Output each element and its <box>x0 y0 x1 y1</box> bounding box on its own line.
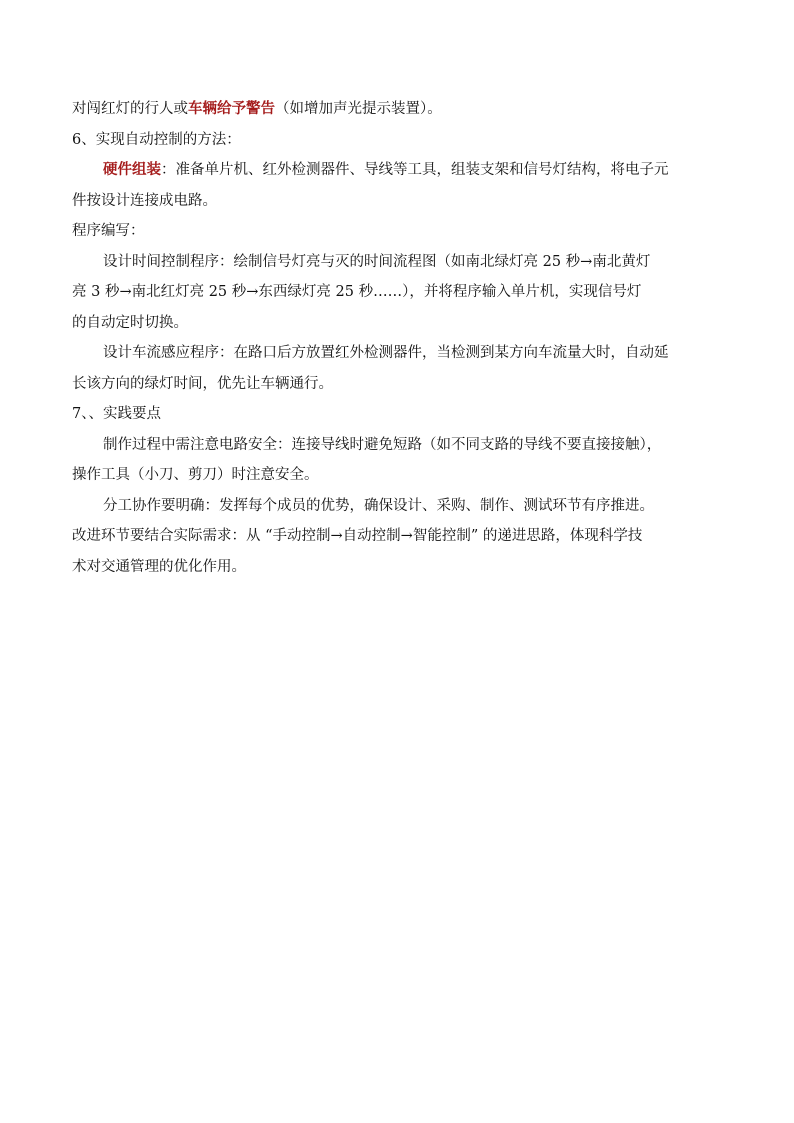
timing-line-1: 设计时间控制程序：绘制信号灯亮与灭的时间流程图（如南北绿灯亮 25 秒→南北黄灯 <box>103 253 651 270</box>
program-heading: 程序编写： <box>72 223 145 239</box>
safety-line-1: 制作过程中需注意电路安全：连接导线时避免短路（如不同支路的导线不要直接接触）， <box>103 436 662 453</box>
teamwork-line: 分工协作要明确：发挥每个成员的优势，确保设计、采购、制作、测试环节有序推进。 <box>103 497 654 514</box>
hardware-line-2: 件按设计连接成电路。 <box>72 192 217 209</box>
sensor-line-1: 设计车流感应程序：在路口后方放置红外检测器件，当检测到某方向车流量大时，自动延 <box>103 345 669 361</box>
sensor-line-2: 长该方向的绿灯时间，优先让车辆通行。 <box>72 375 333 392</box>
document-page <box>72 94 732 582</box>
safety-line-2: 操作工具（小刀、剪刀）时注意安全。 <box>72 467 319 483</box>
section-heading-6: 6、实现自动控制的方法： <box>72 131 241 148</box>
hardware-text-1: ：准备单片机、红外检测器件、导线等工具，组装支架和信号灯结构，将电子元 <box>161 162 669 178</box>
paragraph-warning <box>72 94 732 125</box>
improve-line-2: 术对交通管理的优化作用。 <box>72 558 246 575</box>
timing-line-2: 亮 3 秒→南北红灯亮 25 秒→东西绿灯亮 25 秒……），并将程序输入单片机，实现信号灯 <box>72 284 642 300</box>
improve-line-1: 改进环节要结合实际需求：从 “手动控制→自动控制→智能控制” 的递进思路，体现科学技 <box>72 528 643 544</box>
timing-line-3: 的自动定时切换。 <box>72 314 188 331</box>
hardware-line-1 <box>72 155 732 186</box>
warning-text-pre: 对闯红灯的行人或 <box>72 101 188 117</box>
section-heading-7: 7、、实践要点 <box>72 406 161 422</box>
hardware-label: 硬件组装 <box>103 161 161 178</box>
warning-highlight: 车辆给予警告 <box>188 100 275 117</box>
warning-text-post: （如增加声光提示装置）。 <box>275 101 442 117</box>
